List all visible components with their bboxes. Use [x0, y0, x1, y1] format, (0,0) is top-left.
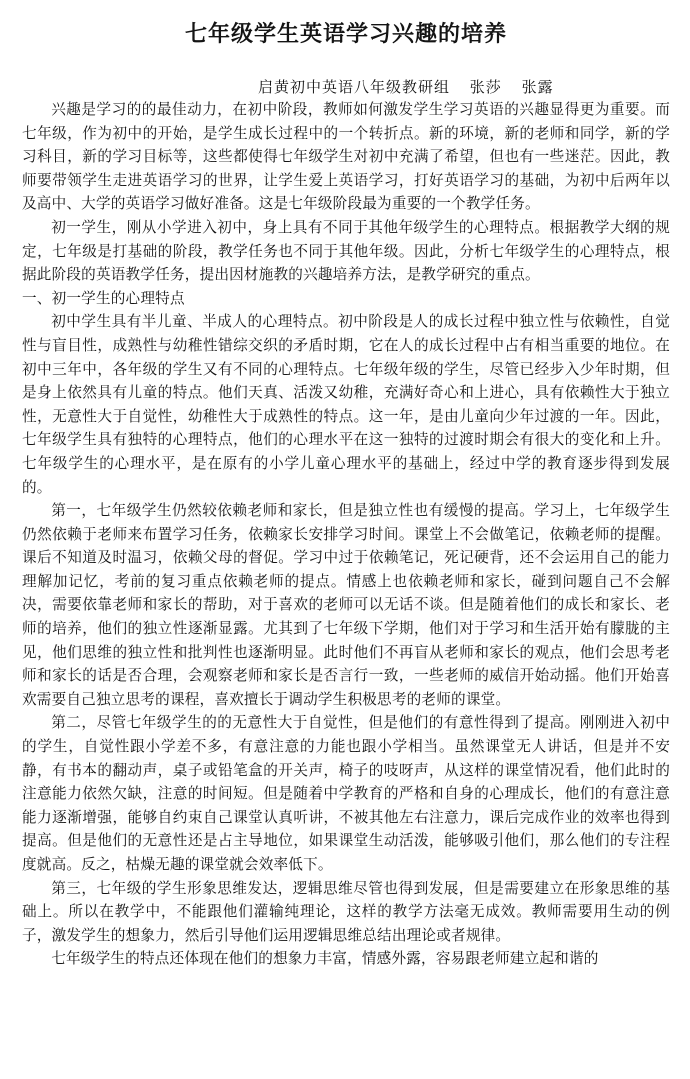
paragraph-psychology: 初中学生具有半儿童、半成人的心理特点。初中阶段是人的成长过程中独立性与依赖性，自觉性与盲目性，成熟性与幼稚性错综交织的矛盾时期，它在人的成长过程中占有相当重要的地位。在初中三年中，各年级的学生又有不同的心理特点。七年级年级的学生，尽管已经步入少年时期，但是身上依然具有儿童的特点。他们天真、活泼又幼稚，充满好奇心和上进心，具有依赖性大于独立性，无意性大于自觉性，幼稚性大于成熟性的特点。这一年，是由儿童向少年过渡的一年。因此，七年级学生具有独特的心理特点，他们的心理水平在这一独特的过渡时期会有很大的变化和上升。七年级学生的心理水平，是在原有的小学儿童心理水平的基础上，经过中学的教育逐步得到发展的。: [22, 313, 670, 496]
paragraph-continued: 七年级学生的特点还体现在他们的想象力丰富，情感外露，容易跟老师建立起和谐的: [51, 950, 599, 968]
paragraph-point-two: 第二，尽管七年级学生的的无意性大于自觉性，但是他们的有意性得到了提高。刚刚进入初中的学生，自觉性跟小学差不多，有意注意的力能也跟小学相当。虽然课堂无人讲话，但是并不安静，有书本的翻动声，桌子或铅笔盒的开关声，椅子的吱呀声，从这样的课堂情况看，他们此时的注意能力依然欠缺，注意的时间短。但是随着中学教育的严格和自身的心理成长，他们的有意注意能力逐渐增强，能够自约束自己课堂认真听讲，不被其他左右注意力，课后完成作业的效率也得到提高。但是他们的无意性还是占主导地位，如果课堂生动活泼，能够吸引他们，那么他们的专注程度就高。反之，枯燥无趣的课堂就会效率低下。: [22, 714, 670, 873]
document-title: 七年级学生英语学习兴趣的培养: [184, 22, 507, 47]
section-heading: 一、初一学生的心理特点: [22, 289, 185, 307]
paragraph-intro: 兴趣是学习的的最佳动力，在初中阶段，教师如何激发学生学习英语的兴趣显得更为重要。而七年级，作为初中的开始，是学生成长过程中的一个转折点。新的环境，新的老师和同学，新的学习科目，新的学习目标等，这些都使得七年级学生对初中充满了希望，但也有一些迷茫。因此，教师要带领学生走进英语学习的世界，让学生爱上英语学习，打好英语学习的基础，为初中后两年以及高中、大学的英语学习做好准备。这是七年级阶段最为重要的一个教学任务。: [22, 101, 670, 213]
paragraph-point-one: 第一，七年级学生仍然较依赖老师和家长，但是独立性也有缓慢的提高。学习上，七年级学生仍然依赖于老师来布置学习任务，依赖家长安排学习时间。课堂上不会做笔记，依赖老师的提醒。课后不知道及时温习，依赖父母的督促。学习中过于依赖笔记，死记硬背，还不会运用自己的能力理解加记忆，考前的复习重点依赖老师的提点。情感上也依赖老师和家长，碰到问题自己不会解决，需要依靠老师和家长的帮助，对于喜欢的老师可以无话不谈。但是随着他们的成长和家长、老师的培养，他们的独立性逐渐显露。尤其到了七年级下学期，他们对于学习和生活开始有朦胧的主见，他们思维的独立性和批判性也逐渐明显。此时他们不再盲从老师和家长的观点，他们会思考老师和家长的话是否合理，会观察老师和家长是否言行一致，一些老师的威信开始动摇。他们开始喜欢需要自己独立思考的课程，喜欢擅长于调动学生积极思考的老师的课堂。: [22, 502, 670, 708]
author-name: 张莎: [469, 78, 502, 96]
article-body: [22, 98, 670, 971]
paragraph-point-three: 第三，七年级的学生形象思维发达，逻辑思维尽管也得到发展，但是需要建立在形象思维的基础上。所以在教学中，不能跟他们灌输纯理论，这样的教学方法毫无成效。教师需要用生动的例子，激发学生的想象力，然后引导他们运用逻辑思维总结出理论或者规律。: [22, 879, 670, 944]
byline: [258, 76, 670, 98]
paragraph-background: 初一学生，刚从小学进入初中，身上具有不同于其他年级学生的心理特点。根据教学大纲的规定，七年级是打基础的阶段，教学任务也不同于其他年级。因此，分析七年级学生的心理特点，根据此阶段的英语教学任务，提出因材施教的兴趣培养方法，是教学研究的重点。: [22, 218, 670, 284]
research-group: 启黄初中英语八年级教研组: [258, 78, 451, 96]
author-name: 张露: [521, 78, 554, 96]
